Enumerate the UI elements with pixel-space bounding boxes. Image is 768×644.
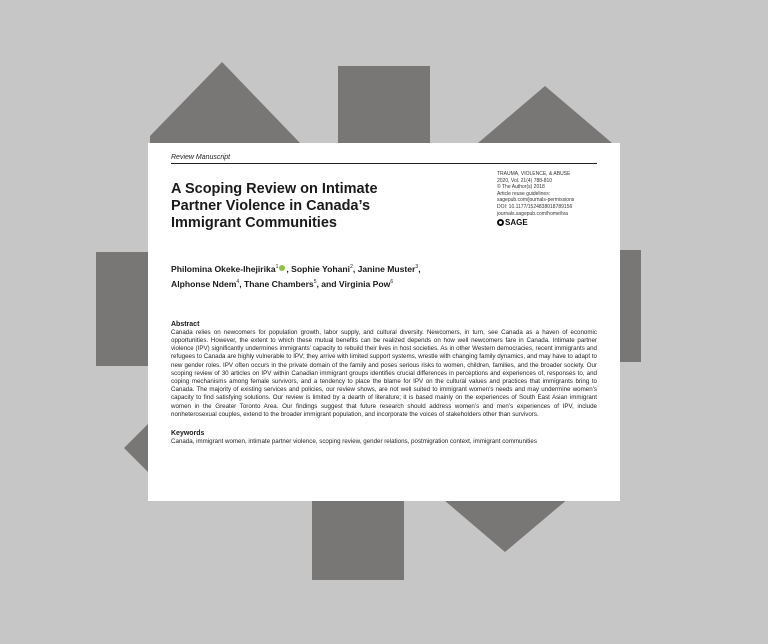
author-name: , Janine Muster <box>352 263 416 274</box>
title-line: A Scoping Review on Intimate <box>171 181 378 197</box>
permissions-link[interactable]: sagepub.com/journals-permissions <box>497 197 575 204</box>
doi[interactable]: DOI: 10.1177/1524838018789156 <box>497 203 573 210</box>
author-line <box>171 261 597 276</box>
abstract-heading: Abstract <box>171 320 200 328</box>
author-affiliation: 4 <box>236 278 240 285</box>
author-affiliation: 6 <box>390 278 394 285</box>
author-line <box>171 276 597 291</box>
journal-home-link[interactable]: journals.sagepub.com/home/tva <box>497 210 568 217</box>
article-title <box>171 181 401 232</box>
journal-volume: 2020, Vol. 21(4) 788-810 <box>497 177 553 184</box>
publisher-name: SAGE <box>505 218 528 228</box>
author-affiliation: 1 <box>275 264 279 270</box>
sage-logo-icon <box>497 219 504 226</box>
author-name: , and Virginia Pow <box>316 278 391 289</box>
journal-name: TRAUMA, VIOLENCE, & ABUSE <box>497 171 571 177</box>
article-first-page <box>148 143 620 501</box>
abstract-text: Canada relies on newcomers for population growth, labor supply, and cultural diversity. Newcomers, in turn, see Canada as a haven of economic opportunities. However, the extent to which these mutual benefits can be realized depends on how well newcomers fare in Canada. Intimate partner violence (IPV) significantly undermines immigrants’ capacity to rebuild their lives in host societies. As in other Western democracies, recent immigrants and refugees to Canada are highly vulnerable to IPV; they arrive with limited support systems, wrestle with changing family dynamics, and may have to adapt to new gender roles. IPV often occurs in the private domain of the family and poses serious risks to women, children, families, and the broader society. Our scoping review of 30 articles on IPV within Canadian immigrant groups identifies crucial differences in perceptions and experiences of, responses to, and coping mechanisms among female survivors, and a tendency to place the blame for IPV on the cultural values and practices that immigrants bring to Canada. The majority of existing services and policies, our review shows, are not well suited to immigrant women’s needs and may undermine women’s capacity to find satisfying solutions. Our review is limited by a dearth of literature; it is based mainly on the experiences of South East Asian immigrant women in the Greater Toronto Area. Our findings suggest that future research should address women’s and men’s experiences of IPV, include nonheterosexual couples, extend to the broader immigrant population, and incorporate the voices of stakeholders other than survivors. <box>171 328 597 418</box>
bg-bar-top-right <box>478 86 612 143</box>
title-line: Partner Violence in Canada’s <box>171 198 371 214</box>
author-name: Philomina Okeke-Ihejirika <box>171 263 276 274</box>
author-list <box>171 261 597 291</box>
journal-meta <box>497 170 597 232</box>
author-name: , Sophie Yohani <box>286 263 351 274</box>
bg-bar-top <box>338 66 430 146</box>
bg-bar-bottom-left <box>124 424 148 472</box>
bg-bar-left <box>96 252 150 366</box>
bg-bar-bottom <box>312 498 404 580</box>
copyright: © The Author(s) 2018 <box>497 184 545 191</box>
keywords-text: Canada, immigrant women, intimate partner violence, scoping review, gender relations, postmigration context, immigrant communities <box>171 437 537 445</box>
author-name: Alphonse Ndem <box>171 278 237 289</box>
author-affiliation: 2 <box>350 264 353 270</box>
bg-bar-top-left <box>150 62 300 143</box>
title-block <box>171 170 401 232</box>
author-separator: , <box>418 263 421 274</box>
orcid-icon[interactable] <box>279 265 285 271</box>
title-line: Immigrant Communities <box>171 215 337 231</box>
bg-bar-right <box>618 250 641 362</box>
reuse-label: Article reuse guidelines: <box>497 190 551 197</box>
header-row <box>171 170 597 232</box>
sage-logo <box>497 218 597 227</box>
author-affiliation: 3 <box>415 264 419 270</box>
author-affiliation: 5 <box>313 278 317 285</box>
section-label: Review Manuscript <box>171 154 597 164</box>
author-name: , Thane Chambers <box>239 278 314 289</box>
keywords-heading: Keywords <box>171 429 205 437</box>
